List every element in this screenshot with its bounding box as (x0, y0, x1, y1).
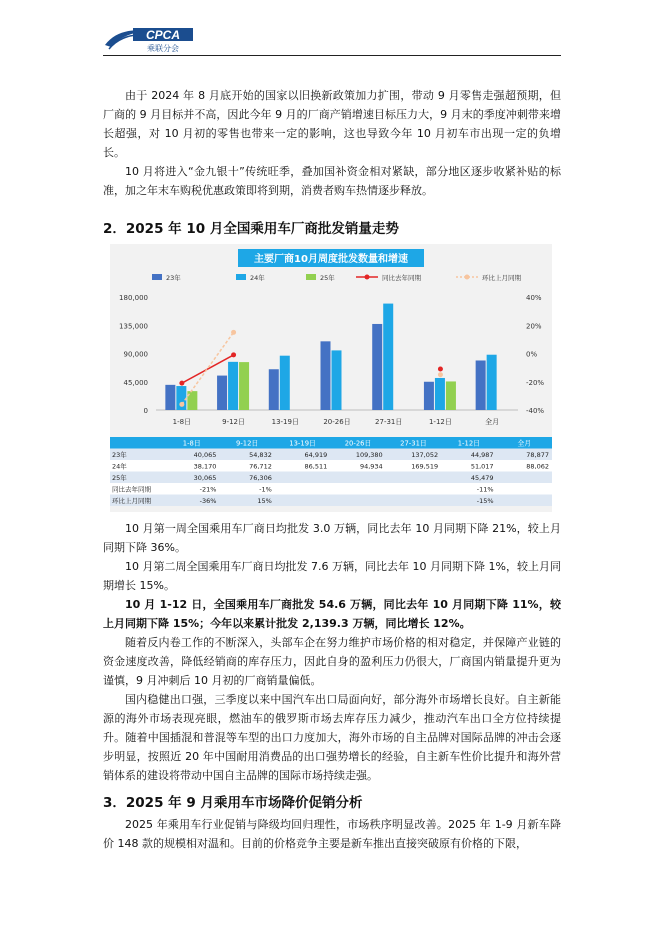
y2-tick-label: 40% (526, 294, 542, 302)
y2-tick-label: -20% (526, 378, 545, 387)
line-point (231, 352, 236, 357)
table-cell: 137,052 (411, 451, 439, 459)
table-cell: 38,170 (193, 462, 217, 471)
weekly-wholesale-chart (110, 244, 552, 512)
table-header-cell: 27-31日 (400, 439, 427, 448)
table-cell: 109,380 (355, 451, 383, 459)
legend-label: 同比去年同期 (382, 274, 421, 282)
legend-label: 23年 (166, 274, 181, 282)
table-cell: -21% (199, 485, 217, 494)
bar (165, 385, 175, 410)
table-cell: 40,065 (193, 451, 217, 459)
legend-swatch (152, 274, 162, 280)
y2-tick-label: -40% (526, 407, 545, 415)
table-header-cell: 1-8日 (182, 439, 201, 448)
x-tick-label: 全月 (485, 418, 500, 426)
table-cell: -1% (259, 485, 272, 494)
intro-text (103, 86, 561, 200)
section-title: 3．2025 年 9 月乘用车市场降价促销分析 (103, 795, 363, 811)
bar (321, 341, 331, 410)
x-tick-label: 13-19日 (271, 418, 299, 426)
table-cell: 45,479 (470, 474, 494, 482)
table-row-label: 环比上月同期 (112, 497, 151, 505)
body-text (103, 519, 561, 785)
table-header-cell: 13-19日 (289, 439, 316, 448)
table-cell: 30,065 (193, 474, 217, 482)
bar (269, 369, 279, 410)
x-tick-label: 1-8日 (172, 418, 192, 426)
line-point (179, 402, 184, 407)
legend-label: 24年 (250, 274, 265, 282)
y2-tick-label: 0% (526, 350, 538, 359)
paragraph: 10 月第二周全国乘用车厂商日均批发 7.6 万辆，同比去年 10 月同期下降 1%，较上月同期增长 15%。 (103, 560, 561, 592)
legend-marker (465, 275, 470, 280)
legend-label: 环比上月同期 (482, 274, 521, 282)
table-row-label: 23年 (112, 451, 127, 459)
table-header-cell: 9-12日 (236, 439, 259, 448)
bar (424, 382, 434, 410)
paragraph: 随着反内卷工作的不断深入，头部车企在努力维护市场价格的相对稳定，并保障产业链的资金速度改善，降低经销商的库存压力，因此自身的盈利压力仍很大，厂商国内销量提升更为谨慎，9 月冲刺后 10 月初的厂商销量偏低。 (103, 636, 561, 687)
bar (435, 378, 445, 410)
legend-label: 25年 (320, 274, 335, 282)
legend-swatch (306, 274, 316, 280)
bar (228, 362, 238, 410)
table-cell: 76,306 (249, 474, 272, 482)
x-tick-label: 27-31日 (375, 418, 403, 426)
bar (332, 350, 342, 410)
bar (372, 324, 382, 410)
bar (446, 381, 456, 410)
y-tick-label: 135,000 (119, 322, 148, 331)
bar (487, 355, 497, 410)
paragraph: 10 月第一周全国乘用车厂商日均批发 3.0 万辆，同比去年 10 月同期下降 21%，较上月同期下降 36%。 (103, 522, 561, 554)
table-cell: -15% (476, 497, 494, 505)
legend-swatch (236, 274, 246, 280)
bar (476, 360, 486, 410)
y-tick-label: 0 (143, 407, 148, 415)
table-row-label: 24年 (112, 462, 127, 471)
table-cell: 54,832 (249, 451, 272, 459)
paragraph-bold: 10 月 1-12 日，全国乘用车厂商批发 54.6 万辆，同比去年 10 月同期下降 11%，较上月同期下降 15%；今年以来累计批发 2,139.3 万辆，同比增长 12%。 (103, 598, 561, 630)
paragraph: 由于 2024 年 8 月底开始的国家以旧换新政策加力扩围，带动 9 月零售走强超预期，但厂商的 9 月目标并不高，因此今年 9 月的厂商产销增速目标压力大，9 月末的季度冲刺带来增长超强，对 10 月初的零售也带来一定的影响，这也导致今年 10 月初车市出现一定的负增长。 (103, 89, 561, 159)
y-tick-label: 180,000 (119, 294, 148, 302)
table-cell: 64,919 (304, 451, 328, 459)
table-header-cell: 全月 (517, 439, 532, 448)
logo-text: CPCA (145, 28, 181, 42)
header-rule (103, 55, 561, 56)
table-cell: 94,934 (359, 462, 383, 471)
bar (217, 376, 227, 410)
table-cell: -11% (476, 485, 494, 494)
table-cell: 15% (257, 497, 272, 505)
table-cell: 86,511 (304, 462, 328, 471)
table-cell: 44,987 (470, 451, 494, 459)
y2-tick-label: 20% (526, 322, 542, 331)
line-point (231, 330, 236, 335)
logo-subtext: 乘联分会 (147, 44, 179, 53)
paragraph: 10 月将进入“金九银十”传统旺季，叠加国补资金相对紧缺，部分地区逐步收紧补贴的标准，加之年末车购税优惠政策即将到期，消费者购车热情逐步释放。 (103, 165, 561, 197)
line-point (438, 372, 443, 377)
x-tick-label: 1-12日 (428, 418, 452, 426)
bar (383, 304, 393, 410)
x-tick-label: 20-26日 (323, 418, 351, 426)
table-row-label: 25年 (112, 474, 127, 482)
paragraph: 国内稳健出口强，三季度以来中国汽车出口局面向好，部分海外市场增长良好。自主新能源的海外市场表现亮眼，燃油车的俄罗斯市场去库存压力减少，推动汽车出口全方位持续提升。随着中国插混和普混等车型的出口力度加大，海外市场的自主品牌对国际品牌的冲击会逐步明显，按照近 20 年中国耐用消费品的出口强势增长的经验，自主新车性价比提升和海外营销体系的建设将带动中国自主品牌的国际市场持续走强。 (103, 693, 561, 782)
paragraph: 2025 年乘用车行业促销与降级均回归理性，市场秩序明显改善。2025 年 1-9 月新车降价 148 款的规模相对温和。目前的价格竞争主要是新车推出直接突破原有价格的下限， (103, 818, 561, 850)
chart-container (110, 244, 552, 512)
table-header-cell: 20-26日 (344, 439, 372, 448)
cpca-logo (103, 25, 195, 53)
table-cell: 88,062 (526, 462, 549, 471)
table-cell: 51,017 (470, 462, 494, 471)
bar (239, 362, 249, 410)
table-cell: -36% (199, 497, 217, 505)
y-tick-label: 90,000 (123, 350, 148, 359)
chart-title: 主要厂商10月周度批发数量和增速 (254, 254, 408, 265)
line-point (438, 367, 443, 372)
legend-marker (365, 275, 370, 280)
body-text (103, 815, 561, 853)
table-header-bg (110, 437, 552, 449)
x-tick-label: 9-12日 (222, 418, 246, 426)
table-header-cell: 1-12日 (457, 439, 480, 448)
table-cell: 169,519 (411, 462, 439, 471)
table-cell: 78,877 (526, 451, 549, 459)
table-row-label: 同比去年同期 (112, 485, 151, 494)
y-tick-label: 45,000 (123, 378, 148, 387)
section-title: 2．2025 年 10 月全国乘用车厂商批发销量走势 (103, 221, 399, 237)
line-point (179, 381, 184, 386)
table-cell: 76,712 (249, 462, 272, 471)
bar (280, 356, 290, 410)
